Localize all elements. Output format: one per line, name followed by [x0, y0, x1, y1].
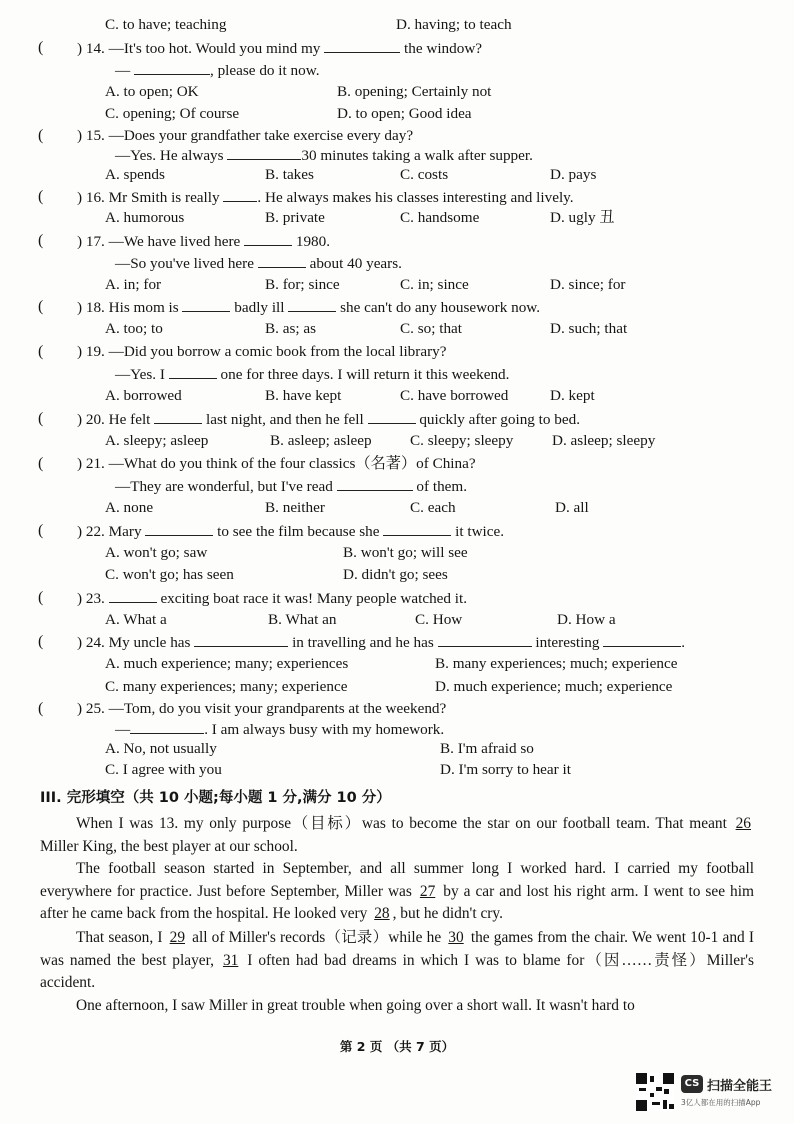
q24-option-d: D. much experience; much; experience — [435, 678, 673, 695]
q15-option-c: C. costs — [400, 166, 449, 183]
q16-option-d: D. ugly 丑 — [550, 209, 615, 226]
q14-option-b: B. opening; Certainly not — [337, 83, 492, 100]
answer-paren: ( — [38, 589, 44, 606]
blank-number: 29 — [169, 929, 186, 946]
answer-paren: ( — [38, 633, 44, 650]
q16-option-b: B. private — [265, 209, 325, 226]
q24-option-c: C. many experiences; many; experience — [105, 678, 348, 695]
q17-option-b: B. for; since — [265, 276, 340, 293]
answer-paren: ( — [38, 700, 44, 717]
blank-number: 31 — [222, 951, 239, 969]
q15-option-a: A. spends — [105, 166, 165, 183]
q17-option-c: C. in; since — [400, 276, 469, 293]
q22-option-b: B. won't go; will see — [343, 544, 468, 561]
passage-paragraph-4: One afternoon, I saw Miller in great trouble when going over a short wall. It wasn't hard to — [76, 997, 635, 1014]
blank-number: 30 — [448, 929, 464, 946]
q23-option-b: B. What an — [268, 611, 337, 628]
passage-paragraph-3: That season, I 29 all of Miller's records（记录）while he 30 the games from the chair. We went 10-1 and I was named the best player, 31 I often had bad dreams in which I was to blame for（因……责怪）Miller's accident. — [40, 929, 754, 991]
q17-stem: ) 17. —We have lived here 1980. — [77, 233, 331, 250]
passage-paragraph-2: The football season started in September, and all summer long I worked hard. I carried my football everywhere for practice. Just before September, Miller was 27 by a car and lost his right arm. I went to see him after he came back from the hospital. He looked very 28 , but he didn't cry. — [40, 860, 755, 922]
q16-option-c: C. handsome — [400, 209, 480, 226]
q18-stem: ) 18. His mom is badly ill she can't do any housework now. — [77, 299, 541, 316]
q21-option-c: C. each — [410, 499, 456, 516]
passage-paragraph-1: When I was 13. my only purpose（目标）was to become the star on our football team. That meant 26 Miller King, the best player at our school. — [40, 813, 754, 858]
q25-reply: — . I am always busy with my homework. — [115, 721, 445, 738]
q13-option-c: C. to have; teaching — [105, 16, 227, 33]
q23-stem: ) 23. exciting boat race it was! Many people watched it. — [77, 590, 468, 607]
q24-option-a: A. much experience; many; experiences — [105, 655, 349, 672]
q24-option-b: B. many experiences; much; experience — [435, 655, 678, 672]
answer-paren: ( — [38, 188, 44, 205]
q25-option-d: D. I'm sorry to hear it — [440, 761, 571, 778]
q22-option-a: A. won't go; saw — [105, 544, 208, 561]
answer-paren: ( — [38, 39, 44, 56]
q21-stem: ) 21. —What do you think of the four classics（名著）of China? — [77, 455, 476, 472]
q18-option-a: A. too; to — [105, 320, 163, 337]
q17-option-d: D. since; for — [550, 276, 626, 293]
q14-option-c: C. opening; Of course — [105, 105, 240, 122]
q16-stem: ) 16. Mr Smith is really . He always makes his classes interesting and lively. — [77, 189, 574, 206]
q20-option-c: C. sleepy; sleepy — [410, 432, 514, 449]
q14-option-a: A. to open; OK — [105, 83, 199, 100]
answer-paren: ( — [38, 410, 44, 427]
q14-option-d: D. to open; Good idea — [337, 105, 472, 122]
q20-stem: ) 20. He felt last night, and then he fell quickly after going to bed. — [77, 411, 581, 428]
section-heading: III. 完形填空（共 10 小题;每小题 1 分,满分 10 分） — [40, 790, 391, 806]
q23-option-d: D. How a — [557, 611, 616, 628]
answer-paren: ( — [38, 522, 44, 539]
camscanner-logo: CS — [681, 1075, 703, 1093]
blank-number: 27 — [419, 882, 436, 900]
q15-reply: —Yes. He always 30 minutes taking a walk after supper. — [115, 147, 533, 164]
q21-option-a: A. none — [105, 499, 154, 516]
q25-option-b: B. I'm afraid so — [440, 740, 534, 757]
camscanner-tagline: 3亿人都在用的扫描App — [681, 1098, 761, 1107]
q19-reply: —Yes. I one for three days. I will return it this weekend. — [115, 366, 510, 383]
q21-option-d: D. all — [555, 499, 589, 516]
q20-option-d: D. asleep; sleepy — [552, 432, 656, 449]
q22-stem: ) 22. Mary to see the film because she it twice. — [77, 523, 505, 540]
q19-option-c: C. have borrowed — [400, 387, 509, 404]
q18-option-c: C. so; that — [400, 320, 463, 337]
qr-code-icon — [636, 1073, 674, 1111]
answer-paren: ( — [38, 343, 44, 360]
q14-stem: ) 14. —It's too hot. Would you mind my the window? — [77, 40, 483, 57]
answer-paren: ( — [38, 232, 44, 249]
q22-option-d: D. didn't go; sees — [343, 566, 448, 583]
q22-option-c: C. won't go; has seen — [105, 566, 234, 583]
camscanner-name: 扫描全能王 — [707, 1079, 773, 1094]
blank-number: 26 — [735, 815, 751, 832]
answer-paren: ( — [38, 455, 44, 472]
q15-stem: ) 15. —Does your grandfather take exercise every day? — [77, 127, 414, 144]
q17-reply: —So you've lived here about 40 years. — [115, 255, 402, 272]
q19-stem: ) 19. —Did you borrow a comic book from the local library? — [77, 343, 447, 360]
q21-reply: —They are wonderful, but I've read of them. — [115, 478, 468, 495]
answer-paren: ( — [38, 298, 44, 315]
q23-option-c: C. How — [415, 611, 463, 628]
q16-option-a: A. humorous — [105, 209, 185, 226]
q19-option-b: B. have kept — [265, 387, 342, 404]
answer-paren: ( — [38, 127, 44, 144]
q19-option-a: A. borrowed — [105, 387, 182, 404]
q17-option-a: A. in; for — [105, 276, 162, 293]
q23-option-a: A. What a — [105, 611, 167, 628]
q25-option-a: A. No, not usually — [105, 740, 217, 757]
blank-number: 28 — [374, 905, 390, 922]
q14-reply: — , please do it now. — [115, 62, 320, 79]
q19-option-d: D. kept — [550, 387, 595, 404]
q25-stem: ) 25. —Tom, do you visit your grandparents at the weekend? — [77, 700, 447, 717]
q20-option-b: B. asleep; asleep — [270, 432, 372, 449]
q15-option-b: B. takes — [265, 166, 314, 183]
q13-option-d: D. having; to teach — [396, 16, 512, 33]
q15-option-d: D. pays — [550, 166, 597, 183]
q18-option-d: D. such; that — [550, 320, 628, 337]
q21-option-b: B. neither — [265, 499, 325, 516]
q18-option-b: B. as; as — [265, 320, 317, 337]
q20-option-a: A. sleepy; asleep — [105, 432, 209, 449]
q25-option-c: C. I agree with you — [105, 761, 222, 778]
page-footer: 第 2 页 （共 7 页） — [339, 1039, 455, 1054]
q24-stem: ) 24. My uncle has in travelling and he has interesting . — [77, 634, 686, 651]
